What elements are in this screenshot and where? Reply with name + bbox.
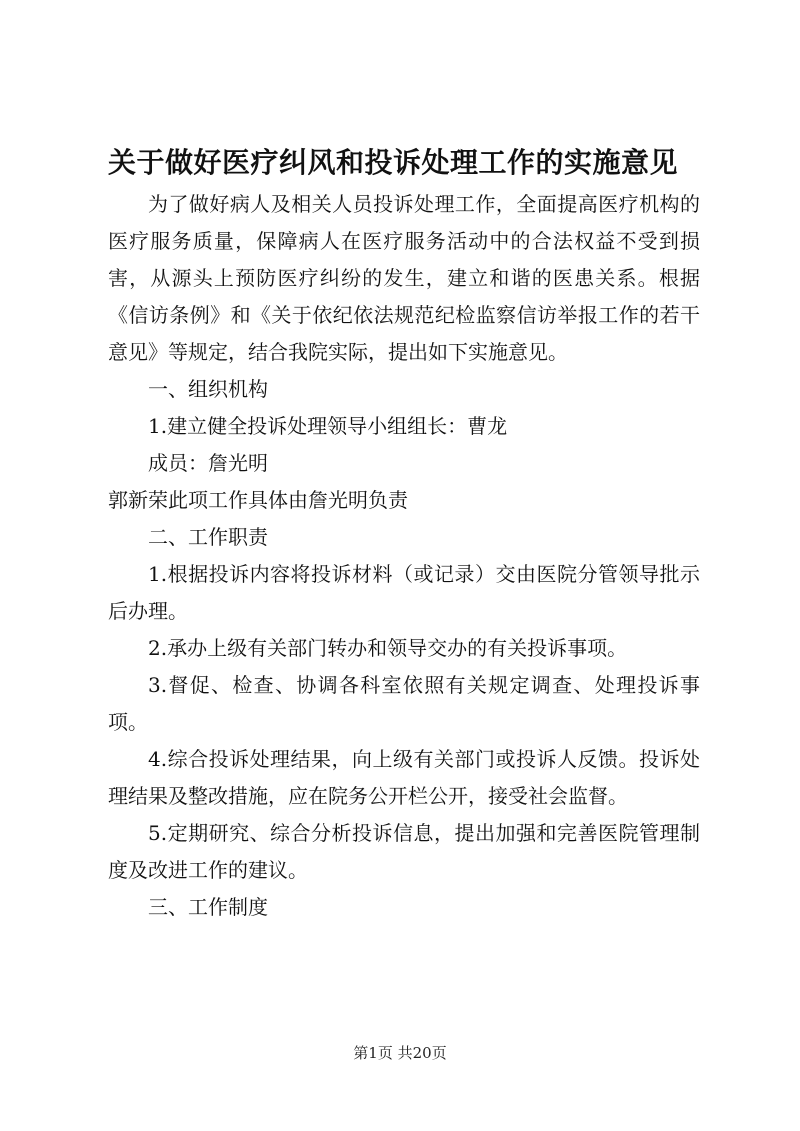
section-heading-system: 三、工作制度 xyxy=(148,895,268,919)
duty-item-1: 1.根据投诉内容将投诉材料（或记录）交由医院分管领导批示后办理。 xyxy=(108,562,700,623)
section-heading-organization: 一、组织机构 xyxy=(148,377,268,401)
duty-item-3: 3.督促、检查、协调各科室依照有关规定调查、处理投诉事项。 xyxy=(108,673,700,734)
document-body xyxy=(108,186,700,926)
paragraph-responsible: 郭新荣此项工作具体由詹光明负责 xyxy=(108,488,408,512)
paragraph-intro: 为了做好病人及相关人员投诉处理工作，全面提高医疗机构的医疗服务质量，保障病人在医疗服务活动中的合法权益不受到损害，从源头上预防医疗纠纷的发生，建立和谐的医患关系。根据《信访条例》和《关于依纪依法规范纪检监察信访举报工作的若干意见》等规定，结合我院实际，提出如下实施意见。 xyxy=(108,192,700,364)
duty-item-5: 5.定期研究、综合分析投诉信息，提出加强和完善医院管理制度及改进工作的建议。 xyxy=(108,821,700,882)
document-title: 关于做好医疗纠风和投诉处理工作的实施意见 xyxy=(108,146,679,179)
duty-item-4: 4.综合投诉处理结果，向上级有关部门或投诉人反馈。投诉处理结果及整改措施，应在院务公开栏公开，接受社会监督。 xyxy=(108,747,700,808)
paragraph-leader: 1.建立健全投诉处理领导小组组长：曹龙 xyxy=(148,414,508,438)
duty-item-2: 2.承办上级有关部门转办和领导交办的有关投诉事项。 xyxy=(148,636,628,660)
page-number-footer: 第1页 共20页 xyxy=(353,1044,447,1062)
paragraph-members: 成员：詹光明 xyxy=(148,451,268,475)
section-heading-duties: 二、工作职责 xyxy=(148,525,268,549)
